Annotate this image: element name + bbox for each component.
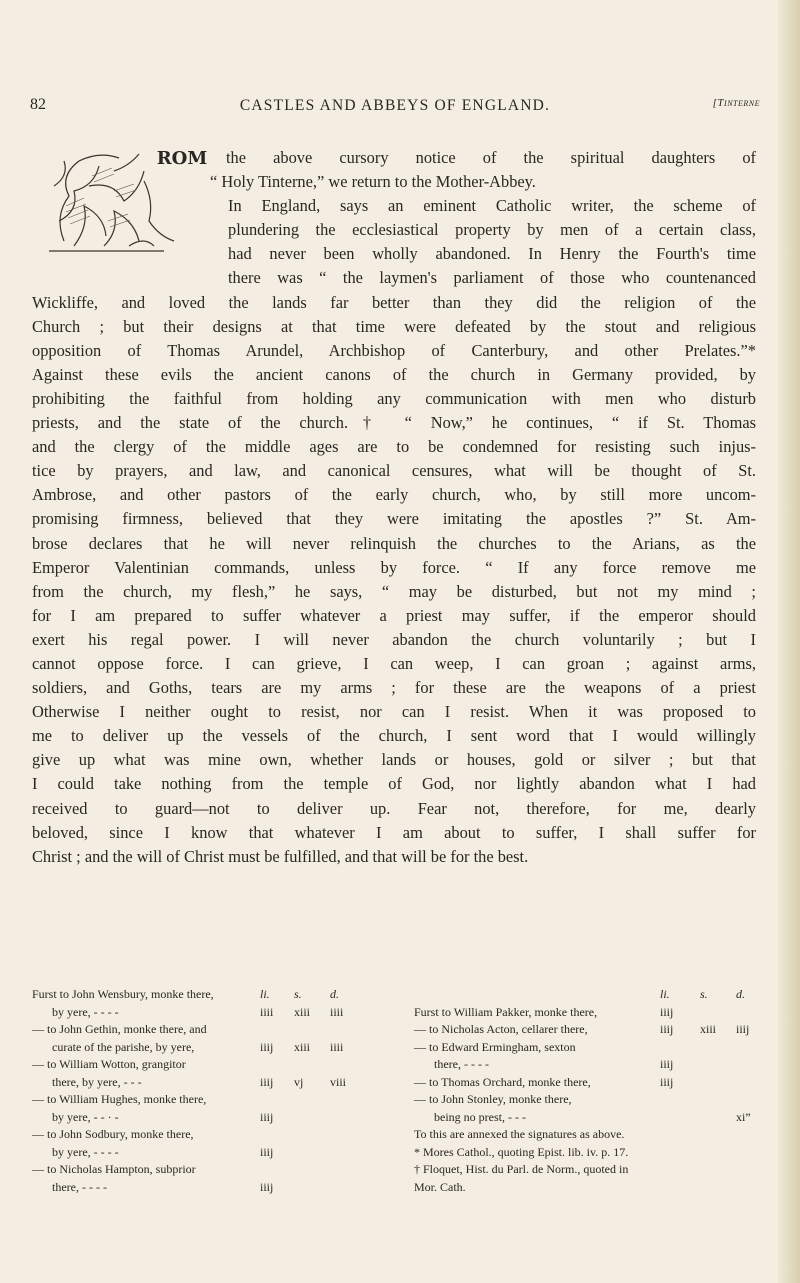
- text-line: exert his regal power. I will never abandon the church voluntarily ; but I: [32, 629, 756, 649]
- entry-text: — to John Sodbury, monke there,: [32, 1127, 194, 1141]
- body-text: [32, 146, 756, 869]
- entry-text: Furst to John Wensbury, monke there,: [32, 987, 214, 1001]
- table-row: [32, 986, 350, 1004]
- text-line: had never been wholly abandoned. In Henry the Fourth's time: [228, 244, 756, 264]
- text-line: Against these evils the ancient canons of the church in Germany provided, by: [32, 364, 756, 384]
- amount-cell: li.: [260, 987, 270, 1001]
- entry-text: — to Edward Ermingham, sexton: [414, 1039, 576, 1054]
- table-row: [32, 1004, 350, 1022]
- amount-cell: iiij: [260, 1179, 274, 1194]
- text-line: there was “ the laymen's parliament of those who countenanced: [228, 268, 756, 288]
- footnote: [414, 1179, 760, 1197]
- text-line: give up what was mine own, whether lands or houses, gold or silver ; but that: [32, 750, 756, 770]
- amount-cell: s.: [700, 987, 708, 1001]
- text-line: Christ ; and the will of Christ must be fulfilled, and that will be for the best.: [32, 846, 529, 866]
- running-header: [30, 96, 760, 118]
- footnote: [414, 1161, 760, 1179]
- entry-text: — to Nicholas Acton, cellarer there,: [414, 1022, 588, 1036]
- amount-cell: iiij: [260, 1074, 274, 1089]
- amount-cell: xiii: [294, 1004, 311, 1019]
- table-row: [414, 1021, 760, 1039]
- amount-cell: li.: [660, 987, 670, 1001]
- text-line: beloved, since I know that whatever I am about to suffer, I shall suffer for: [32, 822, 756, 842]
- footnote-text: † Floquet, Hist. du Parl. de Norm., quoted in: [414, 1162, 629, 1176]
- amount-cell: viii: [330, 1074, 347, 1089]
- text-line: received to guard—not to deliver up. Fear not, therefore, for me, dearly: [32, 798, 756, 818]
- entry-text: by yere, - - · -: [52, 1109, 119, 1124]
- table-row: [32, 1039, 350, 1057]
- amount-cell: iiii: [330, 1004, 344, 1019]
- entry-text: — to Nicholas Hampton, subprior: [32, 1162, 196, 1176]
- amount-cell: iiij: [660, 1057, 674, 1071]
- entry-text: there, - - - -: [52, 1179, 107, 1194]
- text-line: from the church, my flesh,” he says, “ may be disturbed, but not my mind ;: [32, 581, 756, 601]
- table-row: [32, 1074, 350, 1092]
- table-row: [32, 1021, 350, 1039]
- text-line: plundering the ecclesiastical property by men of a certain class,: [228, 220, 756, 240]
- amount-cell: xi”: [736, 1109, 751, 1124]
- amount-cell: d.: [330, 987, 339, 1001]
- entry-text: — to Thomas Orchard, monke there,: [414, 1074, 591, 1089]
- text-line: Emperor Valentinian commands, unless by force. “ If any force remove me: [32, 557, 756, 577]
- table-row: [32, 1161, 350, 1179]
- text-line: priests, and the state of the church.† “ Now,” he continues, “ if St. Thomas: [32, 413, 756, 433]
- table-left-column: [32, 986, 350, 1196]
- amount-cell: iiij: [260, 1109, 274, 1124]
- table-row: [32, 1109, 350, 1127]
- text-line: Ambrose, and other pastors of the early church, who, by still more uncom-: [32, 485, 756, 505]
- amount-cell: iiij: [660, 1074, 674, 1089]
- table-row: [32, 1126, 350, 1144]
- text-line: In England, says an eminent Catholic writer, the scheme of: [228, 196, 756, 216]
- text-line: Wickliffe, and loved the lands far better than they did the religion of the: [32, 292, 756, 312]
- text-line: me to deliver up the vessels of the church, I sent word that I would willingly: [32, 726, 756, 746]
- text-line: opposition of Thomas Arundel, Archbishop of Canterbury, and other Prelates.”*: [32, 340, 756, 360]
- amount-cell: iiij: [260, 1039, 274, 1054]
- entry-text: by yere, - - - -: [52, 1004, 119, 1019]
- amount-cell: iiij: [660, 1004, 674, 1019]
- running-title: CASTLES AND ABBEYS OF ENGLAND.: [239, 97, 551, 114]
- text-line: brose declares that he will never relinquish the churches to the Arians, as the: [32, 533, 756, 553]
- page-number: 82: [30, 96, 46, 113]
- footnote-text: Mor. Cath.: [414, 1179, 466, 1194]
- section-label: [Tinterne: [712, 97, 760, 109]
- footnote: [414, 1144, 760, 1162]
- entry-text: Furst to William Pakker, monke there,: [414, 1004, 598, 1019]
- amount-cell: xiii: [294, 1039, 311, 1054]
- entry-text: there, - - - -: [434, 1057, 489, 1071]
- text-line: “ Holy Tinterne,” we return to the Mother-Abbey.: [210, 172, 536, 192]
- text-line: Church ; but their designs at that time were defeated by the stout and religious: [32, 316, 756, 336]
- text-line: tice by prayers, and law, and canonical censures, what will be thought of St.: [32, 461, 756, 481]
- table-row: [414, 986, 760, 1004]
- entry-text: — to William Wotton, grangitor: [32, 1057, 186, 1071]
- amount-cell: xiii: [700, 1022, 717, 1036]
- annex-note-text: To this are annexed the signatures as above.: [414, 1127, 625, 1141]
- table-row: [32, 1091, 350, 1109]
- entry-text: — to John Stonley, monke there,: [414, 1092, 572, 1106]
- table-row: [414, 1004, 760, 1022]
- text-line: prohibiting the faithful from holding any communication with men who disturb: [32, 388, 756, 408]
- text-line: promising firmness, believed that they were imitating the apostles ?” St. Am-: [32, 509, 756, 529]
- amount-cell: vj: [294, 1074, 304, 1089]
- footnote-text: * Mores Cathol., quoting Epist. lib. iv. p. 17.: [414, 1144, 629, 1159]
- text-line: for I am prepared to suffer whatever a priest may suffer, if the emperor should: [32, 605, 756, 625]
- amount-cell: iiii: [330, 1039, 344, 1054]
- text-line: the above cursory notice of the spiritual daughters of: [226, 148, 756, 167]
- text-line: Otherwise I neither ought to resist, nor can I resist. When it was proposed to: [32, 702, 756, 722]
- text-line: soldiers, and Goths, tears are my arms ; for these are the weapons of a priest: [32, 678, 756, 698]
- table-row: [414, 1109, 760, 1127]
- amount-cell: d.: [736, 987, 745, 1001]
- amount-cell: iiij: [260, 1144, 274, 1159]
- table-row: [414, 1074, 760, 1092]
- text-line: I could take nothing from the temple of God, nor lightly abandon what I had: [32, 774, 756, 794]
- table-row: [32, 1144, 350, 1162]
- dropcap-word: ROM: [156, 148, 208, 169]
- page-edge-shadow: [778, 0, 800, 1283]
- table-row: [32, 1056, 350, 1074]
- amount-cell: s.: [294, 987, 302, 1001]
- table-row: [32, 1179, 350, 1197]
- amount-cell: iiij: [736, 1022, 750, 1036]
- amount-cell: iiii: [260, 1004, 274, 1019]
- table-right-column: [414, 986, 760, 1196]
- table-row: [414, 1056, 760, 1074]
- running-section: [713, 97, 760, 109]
- annex-note: [414, 1126, 760, 1144]
- entry-text: — to John Gethin, monke there, and: [32, 1022, 207, 1036]
- entry-text: — to William Hughes, monke there,: [32, 1092, 207, 1106]
- entry-text: being no prest, - - -: [434, 1109, 526, 1124]
- text-line: and the clergy of the middle ages are to be condemned for resisting such injus-: [32, 437, 756, 457]
- entry-text: there, by yere, - - -: [52, 1074, 142, 1089]
- table-row: [414, 1039, 760, 1057]
- entry-text: curate of the parishe, by yere,: [52, 1039, 195, 1054]
- entry-text: by yere, - - - -: [52, 1144, 119, 1159]
- table-row: [414, 1091, 760, 1109]
- text-line: cannot oppose force. I can grieve, I can weep, I can groan ; against arms,: [32, 653, 756, 673]
- amount-cell: iiij: [660, 1022, 674, 1036]
